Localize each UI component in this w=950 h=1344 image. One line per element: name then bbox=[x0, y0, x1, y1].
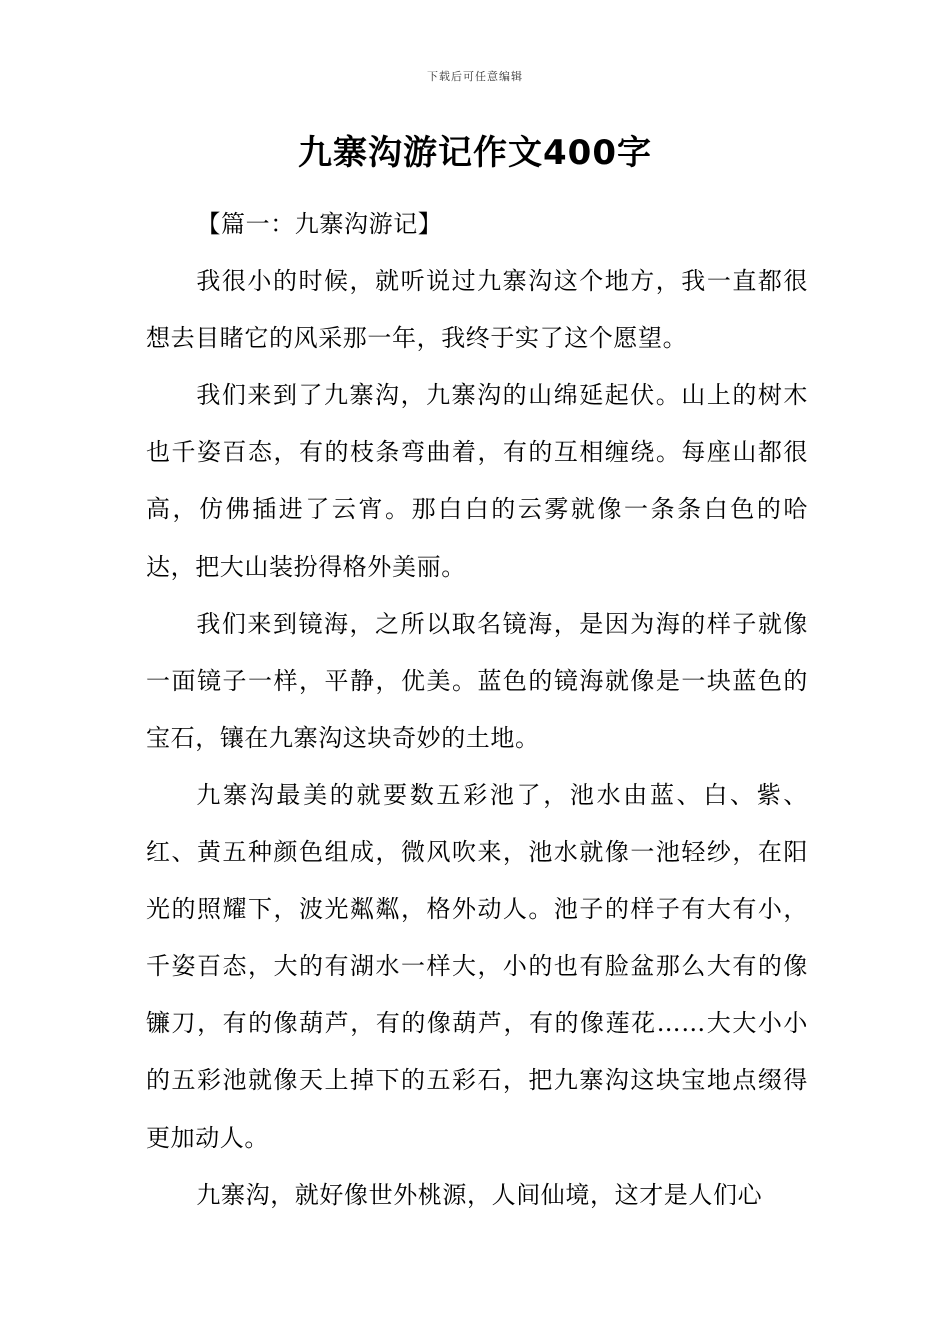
paragraph-5: 九寨沟，就好像世外桃源，人间仙境，这才是人们心 bbox=[196, 1180, 763, 1209]
paragraph-4: 九寨沟最美的就要数五彩池了，池水由蓝、白、紫、红、黄五种颜色组成，微风吹来，池水就像一池轻纱，在阳光的照耀下，波光粼粼，格外动人。池子的样子有大有小，千姿百态，大的有湖水一样大，小的也有脸盆那么大有的像镰刀，有的像葫芦，有的像葫芦，有的像莲花……大大小小的五彩池就像天上掉下的五彩石，把九寨沟这块宝地点缀得更加动人。 bbox=[146, 780, 808, 1152]
section-heading: 【篇一：九寨沟游记】 bbox=[196, 210, 443, 238]
document-body bbox=[146, 196, 808, 1224]
header-note: 下载后可任意编辑 bbox=[427, 70, 523, 83]
document-title: 九寨沟游记作文400字 bbox=[298, 133, 652, 173]
paragraph-2: 我们来到了九寨沟，九寨沟的山绵延起伏。山上的树木也千姿百态，有的枝条弯曲着，有的互相缠绕。每座山都很高，仿佛插进了云宵。那白白的云雾就像一条条白色的哈达，把大山装扮得格外美丽。 bbox=[146, 381, 808, 581]
paragraph-1: 我很小的时候，就听说过九寨沟这个地方，我一直都很想去目睹它的风采那一年，我终于实了这个愿望。 bbox=[146, 267, 808, 353]
paragraph-3: 我们来到镜海，之所以取名镜海，是因为海的样子就像一面镜子一样，平静，优美。蓝色的镜海就像是一块蓝色的宝石，镶在九寨沟这块奇妙的土地。 bbox=[146, 609, 808, 752]
